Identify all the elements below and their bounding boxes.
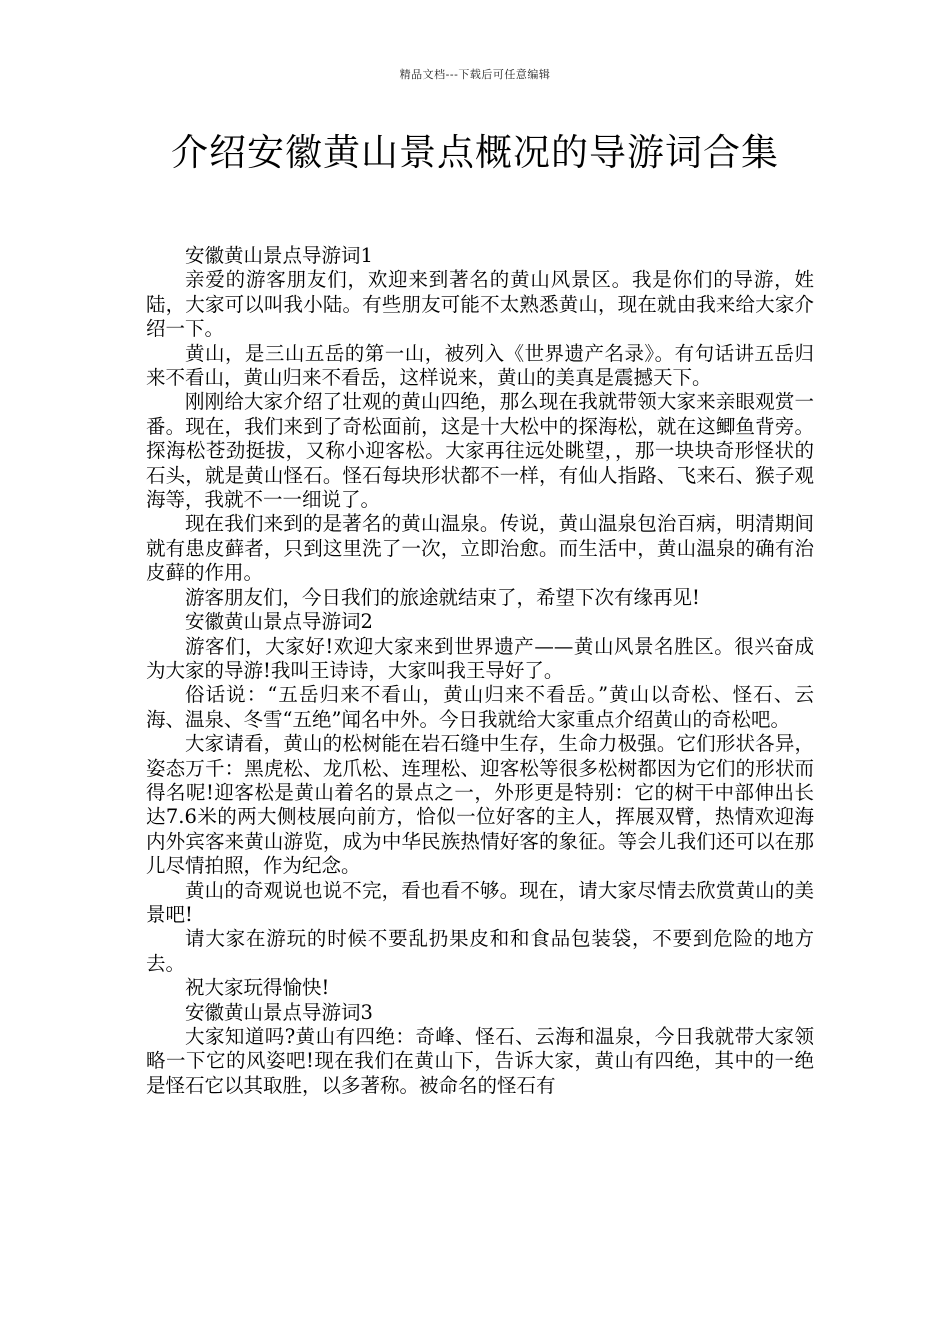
- paragraph: 俗话说：“五岳归来不看山，黄山归来不看岳。”黄山以奇松、怪石、云海、温泉、冬雪“五绝”闻名中外。今日我就给大家重点介绍黄山的奇松吧。: [146, 683, 814, 731]
- document-title: 介绍安徽黄山景点概况的导游词合集: [171, 131, 779, 174]
- section-heading-2: 安徽黄山景点导游词2: [185, 610, 373, 634]
- paragraph: 祝大家玩得愉快!: [185, 976, 330, 1000]
- paragraph: 游客朋友们，今日我们的旅途就结束了，希望下次有缘再见!: [185, 585, 700, 609]
- paragraph: 黄山的奇观说也说不完，看也看不够。现在，请大家尽情去欣赏黄山的美景吧!: [146, 878, 814, 926]
- section-heading-1: 安徽黄山景点导游词1: [185, 244, 373, 267]
- document-body: [146, 244, 814, 1098]
- paragraph: 大家知道吗?黄山有四绝：奇峰、怪石、云海和温泉，今日我就带大家领略一下它的风姿吧!现在我们在黄山下，告诉大家，黄山有四绝，其中的一绝是怪石它以其取胜，以多著称。被命名的怪石有: [146, 1025, 814, 1097]
- page-header-note: 精品文档---下载后可任意编辑: [399, 68, 551, 81]
- paragraph: 请大家在游玩的时候不要乱扔果皮和和食品包装袋，不要到危险的地方去。: [146, 927, 814, 975]
- paragraph: 游客们，大家好!欢迎大家来到世界遗产——黄山风景名胜区。很兴奋成为大家的导游!我叫王诗诗，大家叫我王导好了。: [146, 634, 814, 682]
- paragraph: 大家请看，黄山的松树能在岩石缝中生存，生命力极强。它们形状各异，姿态万千：黑虎松、龙爪松、连理松、迎客松等很多松树都因为它们的形状而得名呢!迎客松是黄山着名的景点之一，外形更是特别：它的树干中部伸出长达7.6米的两大侧枝展向前方，恰似一位好客的主人，挥展双臂，热情欢迎海内外宾客来黄山游览，成为中华民族热情好客的象征。等会儿我们还可以在那儿尽情拍照，作为纪念。: [146, 732, 814, 878]
- paragraph: 现在我们来到的是著名的黄山温泉。传说，黄山温泉包治百病，明清期间就有患皮藓者，只到这里洗了一次，立即治愈。而生活中，黄山温泉的确有治皮藓的作用。: [146, 512, 814, 585]
- section-heading-3: 安徽黄山景点导游词3: [185, 1000, 373, 1024]
- paragraph: 黄山，是三山五岳的第一山，被列入《世界遗产名录》。有句话讲五岳归来不看山，黄山归来不看岳，这样说来，黄山的美真是震撼天下。: [146, 341, 814, 390]
- paragraph: 亲爱的游客朋友们，欢迎来到著名的黄山风景区。我是你们的导游，姓陆，大家可以叫我小陆。有些朋友可能不太熟悉黄山，现在就由我来给大家介绍一下。: [146, 268, 814, 341]
- paragraph: 刚刚给大家介绍了壮观的黄山四绝，那么现在我就带领大家来亲眼观赏一番。现在，我们来到了奇松面前，这是十大松中的探海松，就在这鲫鱼背旁。探海松苍劲挺拔，又称小迎客松。大家再往远处眺望，，那一块块奇形怪状的石头，就是黄山怪石。怪石每块形状都不一样，有仙人指路、飞来石、猴子观海等，我就不一一细说了。: [146, 390, 814, 512]
